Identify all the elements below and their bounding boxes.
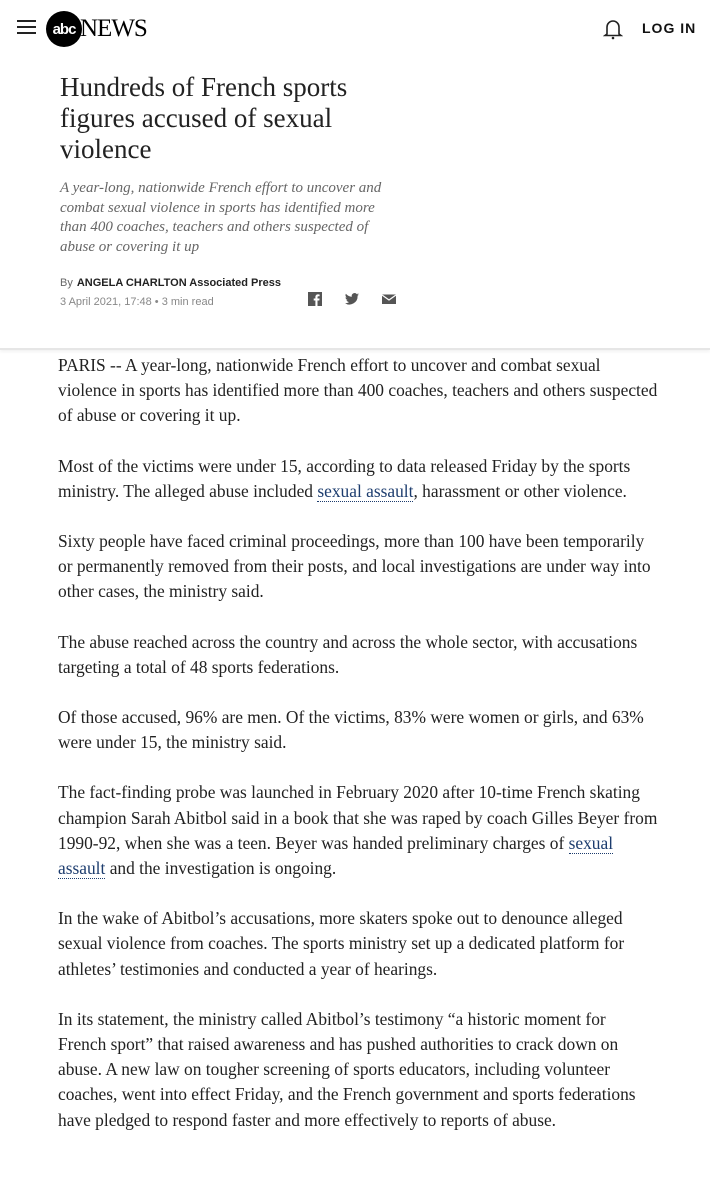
email-icon[interactable]: [381, 291, 397, 307]
by-prefix: By: [60, 277, 73, 289]
publish-date: 3 April 2021, 17:48: [60, 296, 152, 308]
facebook-icon[interactable]: [307, 291, 323, 307]
paragraph: The abuse reached across the country and across the whole sector, with accusations targeting a total of 48 sports federations.: [58, 631, 638, 677]
notification-bell-icon[interactable]: [603, 18, 623, 40]
article-body: [58, 353, 658, 1158]
twitter-icon[interactable]: [344, 291, 360, 307]
paragraph-text: and the investigation is ongoing.: [105, 858, 337, 879]
top-nav-bar: [0, 0, 710, 58]
paragraph: Sixty people have faced criminal proceedings, more than 100 have been temporarily or permanently removed from their posts, and local investigations are under way into other cases, the ministry said.: [58, 531, 651, 602]
paragraph: [58, 780, 658, 881]
read-time: • 3 min read: [151, 296, 214, 308]
article-title: Hundreds of French sports figures accused of sexual violence: [60, 72, 348, 164]
paragraph-text: , harassment or other violence.: [413, 480, 627, 501]
author[interactable]: ANGELA CHARLTON Associated Press: [76, 277, 281, 289]
login-button[interactable]: LOG IN: [642, 20, 697, 36]
byline: [60, 277, 281, 289]
logo-mark: abc: [46, 11, 82, 47]
paragraph: Of those accused, 96% are men. Of the victims, 83% were women or girls, and 63% were under 15, the ministry said.: [58, 707, 644, 753]
paragraph: PARIS -- A year-long, nationwide French effort to uncover and combat sexual violence in sports has identified more than 400 coaches, teachers and others suspected of abuse or covering it up.: [58, 355, 658, 426]
paragraph: In its statement, the ministry called Abitbol’s testimony “a historic moment for French sport” that raised awareness and has pushed authorities to crack down on abuse. A new law on tougher screening of sports educators, including volunteer coaches, went into effect Friday, and the French government and sports federations have pledged to respond faster and more effectively to reports of abuse.: [58, 1008, 636, 1130]
paragraph: In the wake of Abitbol’s accusations, more skaters spoke out to denounce alleged sexual violence from coaches. The sports ministry set up a dedicated platform for athletes’ testimonies and conducted a year of hearings.: [58, 908, 625, 979]
publish-info: [60, 296, 214, 308]
article-subtitle: A year-long, nationwide French effort to uncover and combat sexual violence in sports has identified more than 400 coaches, teachers and others suspected of abuse or covering it up: [60, 180, 382, 255]
paragraph-text: Most of the victims were under 15, according to data released Friday by the sports ministry. The alleged abuse included: [58, 455, 631, 501]
article-header: [0, 58, 710, 350]
sexual-assault-link[interactable]: sexual assault: [58, 832, 614, 879]
menu-icon[interactable]: [17, 20, 36, 35]
logo-text: NEWS: [80, 15, 147, 42]
paragraph: [58, 454, 658, 504]
sexual-assault-link[interactable]: sexual assault: [317, 480, 414, 501]
paragraph-text: The fact-finding probe was launched in February 2020 after 10-time French skating champion Sarah Abitbol said in a book that she was raped by coach Gilles Beyer from 1990-92, when she was a teen. Beyer was handed preliminary charges of: [58, 782, 658, 853]
abc-news-logo[interactable]: [46, 10, 147, 48]
